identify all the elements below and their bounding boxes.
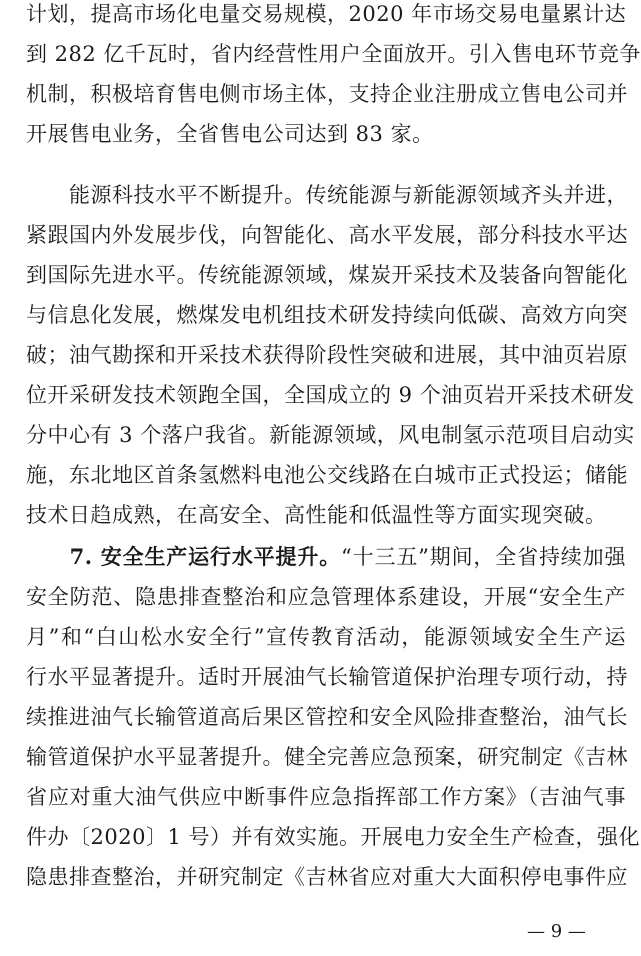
text-line: 开展售电业务，全省售电公司达到 83 家。 <box>26 122 434 146</box>
text-line: 隐患排查整治，并研究制定《吉林省应对重大大面积停电事件应 <box>26 865 628 889</box>
text-line: 件办〔2020〕1 号）并有效实施。开展电力安全生产检查，强化 <box>26 825 640 849</box>
text-line: 能源科技水平不断提升。传统能源与新能源领域齐头并进， <box>26 183 628 207</box>
paragraph-energy-technology <box>26 175 635 535</box>
text-line: 行水平显著提升。适时开展油气长输管道保护治理专项行动，持 <box>26 665 628 689</box>
text-line: 输管道保护水平显著提升。健全完善应急预案，研究制定《吉林 <box>26 745 628 769</box>
text-line: 到 282 亿千瓦时，省内经营性用户全面放开。引入售电环节竞争 <box>26 42 641 66</box>
text-line: 安全防范、隐患排查整治和应急管理体系建设，开展“安全生产 <box>26 585 626 609</box>
text-line: 计划，提高市场化电量交易规模，2020 年市场交易电量累计达 <box>26 2 627 26</box>
text-line <box>26 537 626 577</box>
text-line: 与信息化发展，燃煤发电机组技术研发持续向低碳、高效方向突 <box>26 303 628 327</box>
text-line: 月”和“白山松水安全行”宣传教育活动，能源领域安全生产运 <box>26 625 626 649</box>
text-line: 分中心有 3 个落户我省。新能源领域，风电制氢示范项目启动实 <box>26 423 635 447</box>
text-line: 紧跟国内外发展步伐，向智能化、高水平发展，部分科技水平达 <box>26 223 628 247</box>
text-line: 位开采研发技术领跑全国，全国成立的 9 个油页岩开采技术研发 <box>26 383 635 407</box>
text-line: 施，东北地区首条氢燃料电池公交线路在白城市正式投运；储能 <box>26 463 628 487</box>
text-line: 机制，积极培育售电侧市场主体，支持企业注册成立售电公司并 <box>26 82 628 106</box>
text-line: 破；油气勘探和开采技术获得阶段性突破和进展，其中油页岩原 <box>26 343 628 367</box>
text-line: 续推进油气长输管道高后果区管控和安全风险排查整治，油气长 <box>26 705 628 729</box>
text-run: “十三五”期间，全省持续加强 <box>341 545 626 569</box>
paragraph-electricity-trading <box>26 0 641 154</box>
text-line: 省应对重大油气供应中断事件应急指挥部工作方案》（吉油气事 <box>26 785 626 809</box>
page-number: — 9 — <box>527 921 586 942</box>
section-heading: 7. 安全生产运行水平提升。 <box>26 544 342 569</box>
text-line: 技术日趋成熟，在高安全、高性能和低温性等方面实现突破。 <box>26 503 607 527</box>
text-line: 到国际先进水平。传统能源领域，煤炭开采技术及装备向智能化 <box>26 263 628 287</box>
paragraph-safety-production <box>26 537 640 897</box>
